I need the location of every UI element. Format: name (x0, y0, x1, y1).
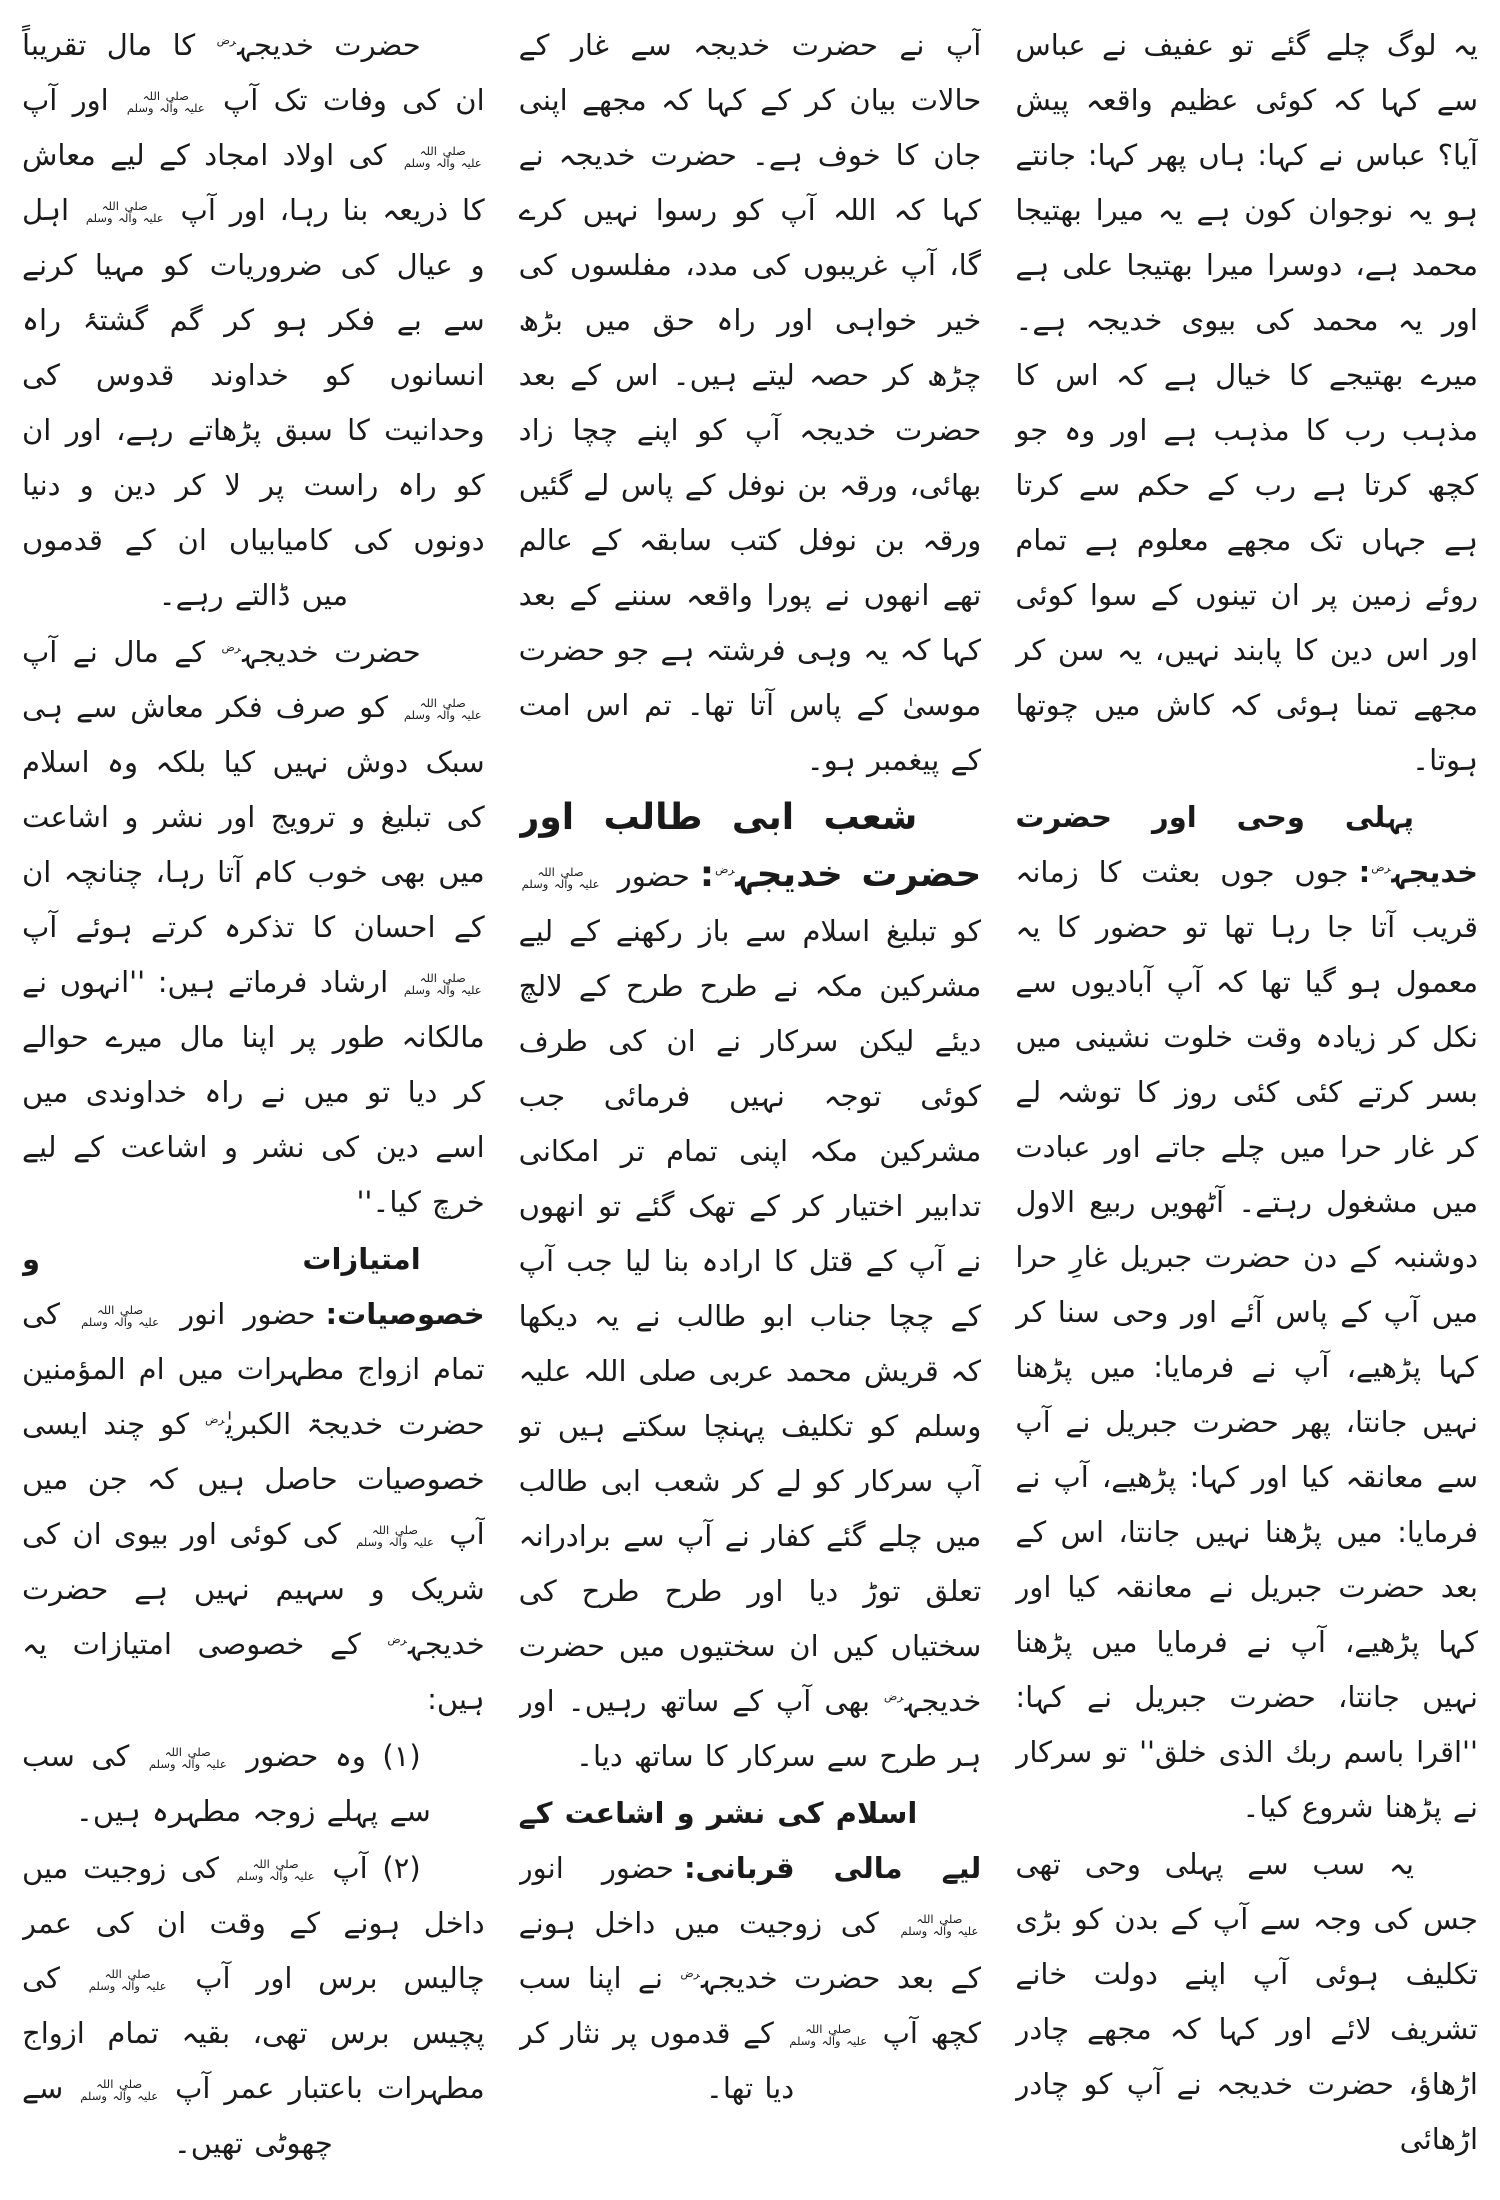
salawat-ligature: صلی اللہ علیہ وآلہ وسلم (789, 2021, 868, 2048)
paragraph (1015, 1837, 1478, 2167)
section-lead-financial-sacrifice: اسلام کی نشر و اشاعت کے لیے مالی قربانی: (518, 1796, 982, 1885)
paragraph-text: حضور انور صلی اللہ علیہ وآلہ وسلم کی زوجیت میں داخل ہونے کے بعد حضرت خدیجہ$^{رض}$ نے اپنا سب کچھ آپ صلی اللہ علیہ وآلہ وسلم کے قدموں پر نثار کر دیا تھا۔ (518, 1851, 982, 2105)
salawat-ligature: صلی اللہ علیہ وآلہ وسلم (403, 695, 482, 722)
radi-allahu-anha-mark: رض (205, 1413, 225, 1427)
radi-allahu-anha-mark: رض (221, 641, 241, 655)
paragraph (519, 1786, 982, 2116)
paragraph-text: حضور انور صلی اللہ علیہ وآلہ وسلم کی تمام ازواج مطہرات میں ام المؤمنین حضرت خدیجۃ الکبریٰ$^{رض}$ کو چند ایسی خصوصیات حاصل ہیں کہ جن میں آپ صلی اللہ علیہ وآلہ وسلم کی کوئی اور بیوی ان کی شریک و سہیم نہیں ہے حضرت خدیجہ$^{رض}$ کے خصوصی امتیازات یہ ہیں: (21, 1297, 485, 1716)
paragraph (22, 18, 485, 623)
paragraph (519, 18, 982, 788)
radi-allahu-anha-mark: رض (387, 1633, 407, 1647)
paragraph-text: حضور صلی اللہ علیہ وآلہ وسلم کو تبلیغ اسلام سے باز رکھنے کے لیے مشرکین مکہ نے طرح طرح کے لالچ دیئے لیکن سرکار نے ان کی طرف کوئی توجہ نہیں فرمائی جب مشرکین مکہ اپنی تمام تر امکانی تدابیر اختیار کر کے تھک گئے تو انھوں نے آپ کے قتل کا ارادہ بنا لیا جب آپ کے چچا جناب ابو طالب نے یہ دیکھا کہ قریش محمد عربی صلی اللہ علیہ وسلم کو تکلیف پہنچا سکتے ہیں تو آپ سرکار کو لے کر شعب ابی طالب میں چلے گئے کفار نے آپ سے برادرانہ تعلق توڑ دیا اور طرح طرح کی سختیاں کیں ان سختیوں میں حضرت خدیجہ$^{رض}$ بھی آپ کے ساتھ رہیں۔ اور ہر طرح سے سرکار کا ساتھ دیا۔ (518, 859, 982, 1773)
radi-allahu-anha-mark: رض (1371, 861, 1391, 875)
paragraph-text: (۲) آپ صلی اللہ علیہ وآلہ وسلم کی زوجیت میں داخل ہونے کے وقت ان کی عمر چالیس برس اور آپ صلی اللہ علیہ وآلہ وسلم کی پچیس برس تھی، بقیہ تمام ازواج مطہرات باعتبار عمر آپ صلی اللہ علیہ وآلہ وسلم سے چھوٹی تھیں۔ (21, 1851, 485, 2160)
paragraph-text: جوں جوں بعثت کا زمانہ قریب آتا جا رہا تھا تو حضور کا یہ معمول ہو گیا تھا کہ آپ آبادیوں سے نکل کر زیادہ وقت خلوت نشینی میں بسر کرتے کئی کئی روز کا توشہ لے کر غار حرا میں چلے جاتے اور عبادت میں مشغول رہتے۔ آٹھویں ربیع الاول دوشنبہ کے دن حضرت جبریل غارِ حرا میں آپ کے پاس آئے اور وحی سنا کر کہا پڑھیے، آپ نے فرمایا: میں پڑھنا نہیں جانتا، پھر حضرت جبریل نے آپ سے معانقہ کیا اور کہا: پڑھیے، آپ نے فرمایا: میں پڑھنا نہیں جانتا، اس کے بعد حضرت جبریل نے معانقہ کیا اور کہا پڑھیے، آپ نے فرمایا میں پڑھنا نہیں جانتا، حضرت جبریل نے کہا: ''اقرا باسم ربك الذی خلق'' تو سرکار نے پڑھنا شروع کیا۔ (1015, 855, 1478, 1824)
salawat-ligature: صلی اللہ علیہ وآلہ وسلم (403, 970, 482, 997)
salawat-ligature: صلی اللہ علیہ وآلہ وسلم (81, 1302, 159, 1329)
paragraph-text: (۱) وہ حضور صلی اللہ علیہ وآلہ وسلم کی سب سے پہلے زوجہ مطہرہ ہیں۔ (21, 1739, 431, 1828)
paragraph (22, 1232, 485, 1727)
paragraph-text: حضرت خدیجہ$^{رض}$ کا مال تقریباً ان کی وفات تک آپ صلی اللہ علیہ وآلہ وسلم اور آپ صلی اللہ علیہ وآلہ وسلم کی اولاد امجاد کے لیے معاش کا ذریعہ بنا رہا، اور آپ صلی اللہ علیہ وآلہ وسلم اہل و عیال کی ضروریات کو مہیا کرنے سے بے فکر ہو کر گم گشتۂ راہ انسانوں کو خداوند قدوس کی وحدانیت کا سبق پڑھاتے رہے، اور ان کو راہ راست پر لا کر دین و دنیا دونوں کی کامیابیاں ان کے قدموں میں ڈالتے رہے۔ (21, 28, 485, 612)
list-item-1 (22, 1729, 485, 1839)
radi-allahu-anha-mark: رض (680, 1967, 700, 1981)
radi-allahu-anha-mark: رض (216, 34, 236, 48)
paragraph (1015, 18, 1478, 788)
radi-allahu-anha-mark: رض (884, 1690, 904, 1704)
paragraph-text: یہ لوگ چلے گئے تو عفیف نے عباس سے کہا کہ کوئی عظیم واقعہ پیش آیا؟ عباس نے کہا: ہاں پھر کہا: جانتے ہو یہ نوجوان کون ہے یہ میرا بھتیجا محمد ہے، دوسرا میرا بھتیجا علی ہے اور یہ محمد کی بیوی خدیجہ ہے۔ میرے بھتیجے کا خیال ہے کہ اس کا مذہب رب کا مذہب ہے اور وہ جو کچھ کرتا ہے رب کے حکم سے کرتا ہے جہاں تک مجھے معلوم ہے تمام روئے زمین پر ان تینوں کے سوا کوئی اور اس دین کا پابند نہیں، یہ سن کر مجھے تمنا ہوئی کہ کاش میں چوتھا ہوتا۔ (1015, 28, 1478, 777)
section-lead-distinctions: امتیازات و خصوصیات: (21, 1242, 485, 1331)
paragraph-text: یہ سب سے پہلی وحی تھی جس کی وجہ سے آپ کے بدن کو بڑی تکلیف ہوئی آپ اپنے دولت خانے تشریف لائے اور کہا کہ مجھے چادر اڑھاؤ، حضرت خدیجہ نے آپ کو چادر اڑھائی (1015, 1847, 1478, 2156)
paragraph (22, 625, 485, 1230)
salawat-ligature: صلی اللہ علیہ وآلہ وسلم (85, 198, 164, 225)
salawat-ligature: صلی اللہ علیہ وآلہ وسلم (236, 1856, 315, 1883)
salawat-ligature: صلی اللہ علیہ وآلہ وسلم (80, 2076, 159, 2103)
salawat-ligature: صلی اللہ علیہ وآلہ وسلم (521, 864, 600, 891)
column-right (1015, 18, 1478, 2182)
paragraph (1015, 790, 1478, 1835)
section-lead-first-revelation: پہلی وحی اور حضرت خدیجہ$^{رض}$: (1015, 800, 1478, 889)
column-layout (22, 18, 1478, 2182)
radi-allahu-anha-mark: رض (715, 863, 735, 876)
list-item-2 (22, 1841, 485, 2171)
paragraph (519, 790, 982, 1784)
salawat-ligature: صلی اللہ علیہ وآلہ وسلم (148, 1744, 227, 1771)
salawat-ligature: صلی اللہ علیہ وآلہ وسلم (88, 1966, 167, 1993)
salawat-ligature: صلی اللہ علیہ وآلہ وسلم (900, 1911, 979, 1938)
paragraph-text: حضرت خدیجہ$^{رض}$ کے مال نے آپ صلی اللہ علیہ وآلہ وسلم کو صرف فکر معاش سے ہی سبک دوش نہیں کیا بلکہ وہ اسلام کی تبلیغ و ترویج اور نشر و اشاعت میں بھی خوب کام آتا رہا، چنانچہ ان کے احسان کا تذکرہ کرتے ہوئے آپ صلی اللہ علیہ وآلہ وسلم ارشاد فرماتے ہیں: ''انہوں نے مالکانہ طور پر اپنا مال میرے حوالے کر دیا تو میں نے راہ خداوندی میں اسے دین کی نشر و اشاعت کے لیے خرچ کیا۔'' (21, 635, 485, 1219)
column-left (22, 18, 485, 2182)
salawat-ligature: صلی اللہ علیہ وآلہ وسلم (126, 88, 205, 115)
section-lead-shib-abi-talib: شعب ابی طالب اور حضرت خدیجہ$^{رض}$: (518, 797, 982, 895)
salawat-ligature: صلی اللہ علیہ وآلہ وسلم (356, 1522, 434, 1549)
column-middle (519, 18, 982, 2182)
salawat-ligature: صلی اللہ علیہ وآلہ وسلم (403, 143, 482, 170)
paragraph-text: آپ نے حضرت خدیجہ سے غار کے حالات بیان کر کے کہا کہ مجھے اپنی جان کا خوف ہے۔ حضرت خدیجہ نے کہا کہ اللہ آپ کو رسوا نہیں کرے گا، آپ غریبوں کی مدد، مفلسوں کی خیر خواہی اور راہ حق میں بڑھ چڑھ کر حصہ لیتے ہیں۔ اس کے بعد حضرت خدیجہ آپ کو اپنے چچا زاد بھائی، ورقہ بن نوفل کے پاس لے گئیں ورقہ بن نوفل کتب سابقہ کے عالم تھے انھوں نے پورا واقعہ سننے کے بعد کہا کہ یہ وہی فرشتہ ہے جو حضرت موسیٰ کے پاس آتا تھا۔ تم اس امت کے پیغمبر ہو۔ (518, 28, 982, 777)
